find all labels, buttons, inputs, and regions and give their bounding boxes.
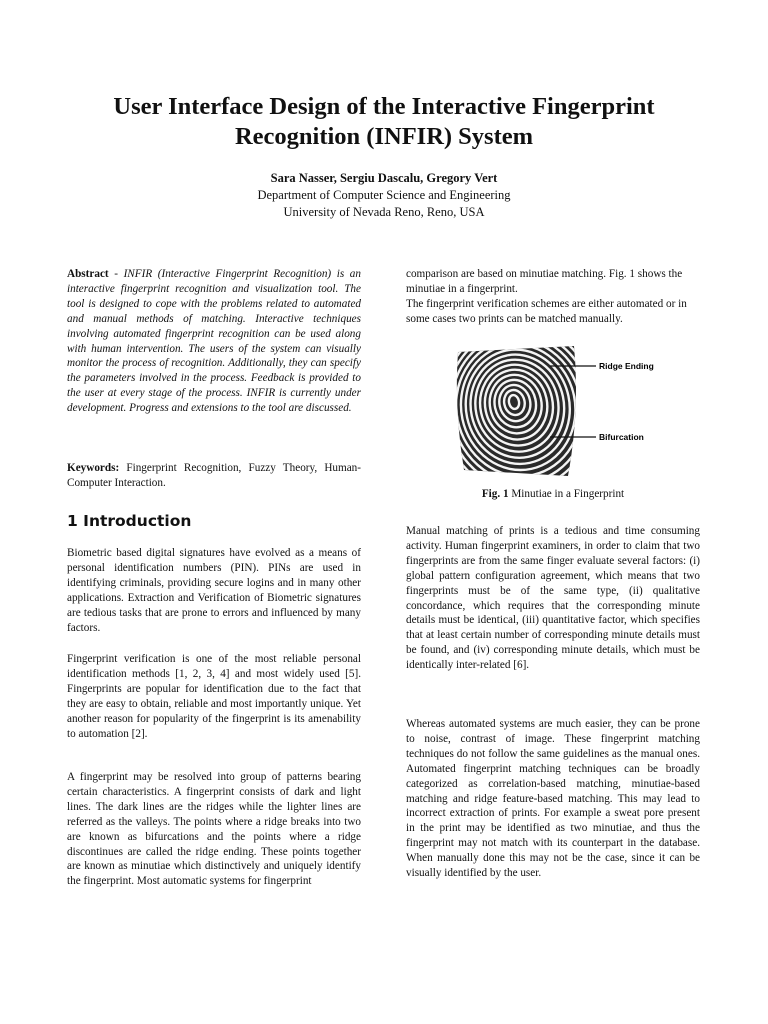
right-paragraph-2: [406, 717, 700, 881]
right-intro-paragraph: [406, 267, 700, 327]
affiliation: [40, 187, 728, 221]
bifurcation-label: Bifurcation: [599, 432, 644, 442]
fingerprint-figure: [450, 340, 690, 482]
keywords: [67, 461, 361, 491]
abstract-text: INFIR (Interactive Fingerprint Recognition) is an interactive fingerprint recognition and visualization tool. The tool is designed to cope with the problems related to automated and manual methods of matching. Interactive techniques involving automated fingerprint recognition can be used along with human intervention. The users of the system can visually monitor the process of recognition. Additionally, they can specify the parameters involved in the process. Feedback is provided to the user at every stage of the process. INFIR is currently under development. Progress and extensions to the tool are discussed.: [67, 268, 361, 415]
intro-paragraph-3-text: A fingerprint may be resolved into group of patterns bearing certain characteristics. A fingerprint consists of dark and light lines. The dark lines are the ridges while the lighter lines are referred as the valleys. The points where a ridge breaks into two are known as bifurcations and the points where a ridge discontinues are called the ridge ending. These points together are known as minutiae which distinctively and uniquely identify the fingerprint. Most automatic systems for fingerprint: [67, 771, 361, 888]
keywords-label: Keywords:: [67, 462, 120, 474]
figure-caption: [406, 488, 700, 500]
abstract-label: Abstract: [67, 268, 109, 280]
right-paragraph-1-text: Manual matching of prints is a tedious and time consuming activity. Human fingerprint examiners, in order to claim that two fingerprints are from the same finger evaluate several factors: (i) global pattern configuration agreement, which means that two fingerprints must be of the same type, (ii) qualitative concordance, which requires that the corresponding minute details must be identical, (iii) quantitative factor, which specifies that at least certain number of corresponding minute details must be found, and (iv) corresponding minute details, which must be identically inter-related [6].: [406, 525, 700, 672]
intro-paragraph-1: [67, 546, 361, 635]
affiliation-university: University of Nevada Reno, Reno, USA: [283, 205, 485, 219]
keywords-text: Fingerprint Recognition, Fuzzy Theory, Human-Computer Interaction.: [67, 462, 361, 489]
figure-caption-label: Fig. 1: [481, 488, 509, 500]
right-intro-text-b: The fingerprint verification schemes are either automated or in some cases two prints can be matched manually.: [406, 297, 687, 325]
ridge-ending-label: Ridge Ending: [599, 361, 654, 371]
authors: Sara Nasser, Sergiu Dascalu, Gregory Vert: [270, 171, 498, 185]
paper-title: [40, 92, 728, 152]
section-heading-introduction: 1 Introduction: [67, 512, 192, 530]
intro-paragraph-1-text: Biometric based digital signatures have evolved as a means of personal identification numbers (PIN). PINs are used in identifying criminals, providing secure logins and in many other applications. Extraction and Verification of Biometric signatures are tedious tasks that are prone to errors and influenced by many factors.: [67, 547, 361, 634]
abstract: [67, 267, 361, 416]
title-line-1: User Interface Design of the Interactive Fingerprint: [113, 93, 655, 120]
intro-paragraph-2-text: Fingerprint verification is one of the most reliable personal identification methods [1, 2, 3, 4] and most widely used [5]. Fingerprints are popular for identification due to the fact that they are easy to obtain, reliable and most importantly unique. Yet another reason for popularity of the fingerprint is its amenability to automation [2].: [67, 653, 361, 740]
right-paragraph-2-text: Whereas automated systems are much easier, they can be prone to noise, contrast of image. These fingerprint matching techniques do not follow the same guidelines as the manual ones. Automated fingerprint matching techniques can be broadly categorized as correlation-based matching, minutiae-based matching and ridge feature-based matching. This may lead to incorrect extraction of prints. For example a sweat pore present in the print may be identified as two minutiae, and thus the fingerprint may not match with its counterpart in the database. When manually done this may not be the case, since it can be visually identified by the user.: [406, 718, 700, 880]
title-line-2: Recognition (INFIR) System: [234, 123, 534, 150]
figure-caption-text: Minutiae in a Fingerprint: [508, 488, 625, 500]
intro-paragraph-3: [67, 770, 361, 889]
abstract-dash: -: [108, 268, 124, 280]
intro-paragraph-2: [67, 652, 361, 741]
right-intro-text-a: comparison are based on minutiae matching. Fig. 1 shows the minutiae in a fingerprint.: [406, 268, 683, 295]
right-paragraph-1: [406, 524, 700, 673]
affiliation-department: Department of Computer Science and Engineering: [257, 188, 511, 202]
